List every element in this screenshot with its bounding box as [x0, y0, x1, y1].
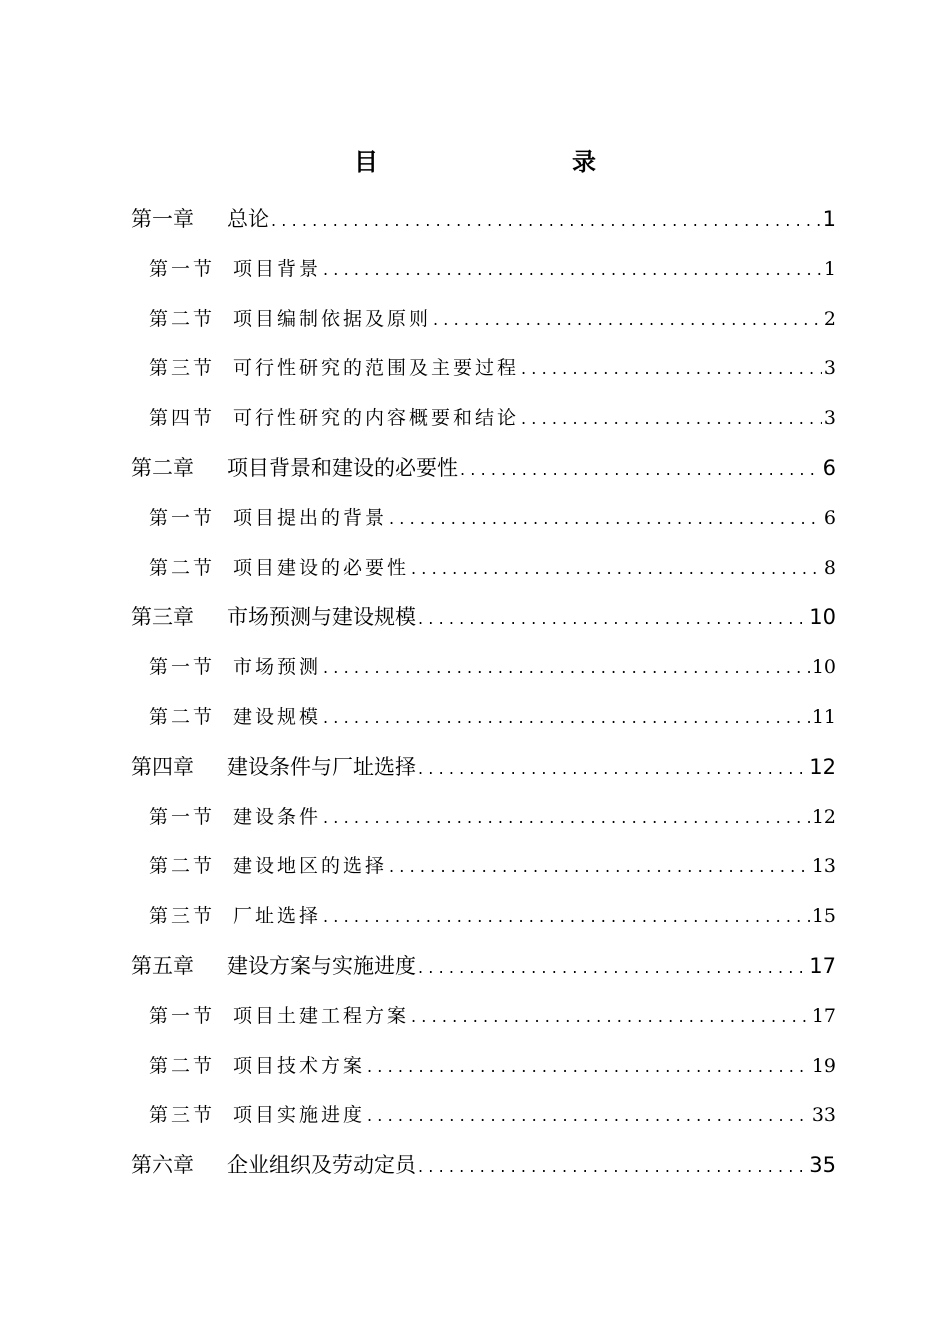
page-number: 35	[809, 1153, 836, 1178]
dot-leader	[323, 696, 810, 740]
toc-chapter-entry[interactable]	[131, 446, 836, 490]
page-number: 10	[809, 605, 836, 630]
dot-leader	[367, 1094, 810, 1138]
page-number: 17	[809, 954, 836, 978]
dot-leader	[521, 397, 822, 441]
page-number: 3	[823, 357, 836, 380]
dot-leader	[418, 747, 807, 791]
section-number: 第一节	[149, 1004, 216, 1027]
chapter-number: 第六章	[131, 1153, 194, 1178]
page-number: 8	[823, 556, 836, 579]
section-number: 第一节	[149, 506, 216, 529]
toc-chapter-entry[interactable]	[131, 944, 836, 988]
section-number: 第二节	[149, 556, 216, 579]
toc-title	[0, 144, 950, 180]
dot-leader	[323, 646, 810, 690]
section-title: 可行性研究的内容概要和结论	[233, 407, 520, 430]
dot-leader	[521, 347, 822, 391]
section-number: 第二节	[149, 855, 216, 878]
section-title: 项目编制依据及原则	[233, 307, 432, 330]
chapter-number: 第四章	[131, 754, 194, 779]
toc-chapter-entry[interactable]	[131, 745, 836, 789]
section-title: 项目背景	[233, 257, 322, 280]
toc-section-entry[interactable]	[149, 894, 836, 938]
toc-title-char-2: 录	[572, 148, 596, 176]
section-number: 第三节	[149, 905, 216, 928]
section-title: 建设规模	[233, 706, 322, 728]
dot-leader	[271, 199, 821, 243]
page-number: 33	[811, 1104, 836, 1127]
dot-leader	[418, 1145, 807, 1189]
page-number: 2	[823, 307, 836, 330]
dot-leader	[389, 845, 810, 889]
toc-section-entry[interactable]	[149, 247, 836, 291]
chapter-title: 建设条件与厂址选择	[227, 754, 416, 779]
chapter-number: 第二章	[131, 456, 194, 480]
section-title: 建设地区的选择	[233, 855, 388, 878]
chapter-title: 项目背景和建设的必要性	[227, 456, 458, 480]
dot-leader	[418, 946, 807, 990]
section-title: 项目实施进度	[233, 1104, 366, 1127]
section-title: 建设条件	[233, 805, 322, 828]
toc-section-entry[interactable]	[149, 795, 836, 839]
toc-section-entry[interactable]	[149, 546, 836, 590]
page-number: 1	[822, 207, 836, 231]
dot-leader	[433, 298, 822, 342]
dot-leader	[418, 597, 807, 641]
toc-chapter-entry[interactable]	[131, 197, 836, 241]
chapter-title: 总论	[227, 207, 269, 231]
page-number: 13	[811, 855, 836, 878]
page-number: 6	[823, 506, 836, 529]
toc-chapter-entry[interactable]	[131, 1143, 836, 1187]
page-number: 15	[811, 905, 836, 928]
toc-section-entry[interactable]	[149, 645, 836, 689]
dot-leader	[389, 497, 822, 541]
toc-title-char-1: 目	[354, 148, 378, 176]
toc-section-entry[interactable]	[149, 1044, 836, 1088]
section-number: 第二节	[149, 706, 216, 728]
section-title: 项目建设的必要性	[233, 556, 410, 579]
section-title: 项目技术方案	[233, 1054, 366, 1077]
section-title: 项目提出的背景	[233, 506, 388, 529]
section-number: 第一节	[149, 257, 216, 280]
section-number: 第一节	[149, 656, 216, 679]
dot-leader	[323, 895, 810, 939]
section-title: 厂址选择	[233, 905, 322, 928]
toc-chapter-entry[interactable]	[131, 595, 836, 639]
page-number: 6	[822, 456, 836, 480]
page-number: 11	[811, 706, 836, 728]
chapter-title: 市场预测与建设规模	[227, 605, 416, 630]
page-number: 12	[809, 754, 836, 779]
dot-leader	[367, 1045, 810, 1089]
section-title: 市场预测	[233, 656, 322, 679]
page-number: 19	[811, 1054, 836, 1077]
toc-section-entry[interactable]	[149, 1093, 836, 1137]
page-number: 1	[823, 257, 836, 280]
section-title: 项目土建工程方案	[233, 1004, 410, 1027]
dot-leader	[323, 796, 810, 840]
section-number: 第二节	[149, 1054, 216, 1077]
page-number: 10	[811, 656, 836, 679]
toc-section-entry[interactable]	[149, 844, 836, 888]
toc-section-entry[interactable]	[149, 496, 836, 540]
section-number: 第三节	[149, 357, 216, 380]
page-number: 12	[811, 805, 836, 828]
dot-leader	[411, 995, 810, 1039]
toc-section-entry[interactable]	[149, 346, 836, 390]
page-number: 3	[823, 407, 836, 430]
chapter-number: 第五章	[131, 954, 194, 978]
toc-section-entry[interactable]	[149, 396, 836, 440]
dot-leader	[323, 248, 822, 292]
section-number: 第三节	[149, 1104, 216, 1127]
toc-section-entry[interactable]	[149, 994, 836, 1038]
dot-leader	[411, 547, 822, 591]
dot-leader	[460, 448, 821, 492]
section-number: 第二节	[149, 307, 216, 330]
toc-section-entry[interactable]	[149, 297, 836, 341]
section-number: 第一节	[149, 805, 216, 828]
chapter-title: 企业组织及劳动定员	[227, 1153, 416, 1178]
toc-section-entry[interactable]	[149, 695, 836, 739]
page-number: 17	[811, 1004, 836, 1027]
chapter-title: 建设方案与实施进度	[227, 954, 416, 978]
chapter-number: 第三章	[131, 605, 194, 630]
section-title: 可行性研究的范围及主要过程	[233, 357, 520, 380]
chapter-number: 第一章	[131, 207, 194, 231]
section-number: 第四节	[149, 407, 216, 430]
